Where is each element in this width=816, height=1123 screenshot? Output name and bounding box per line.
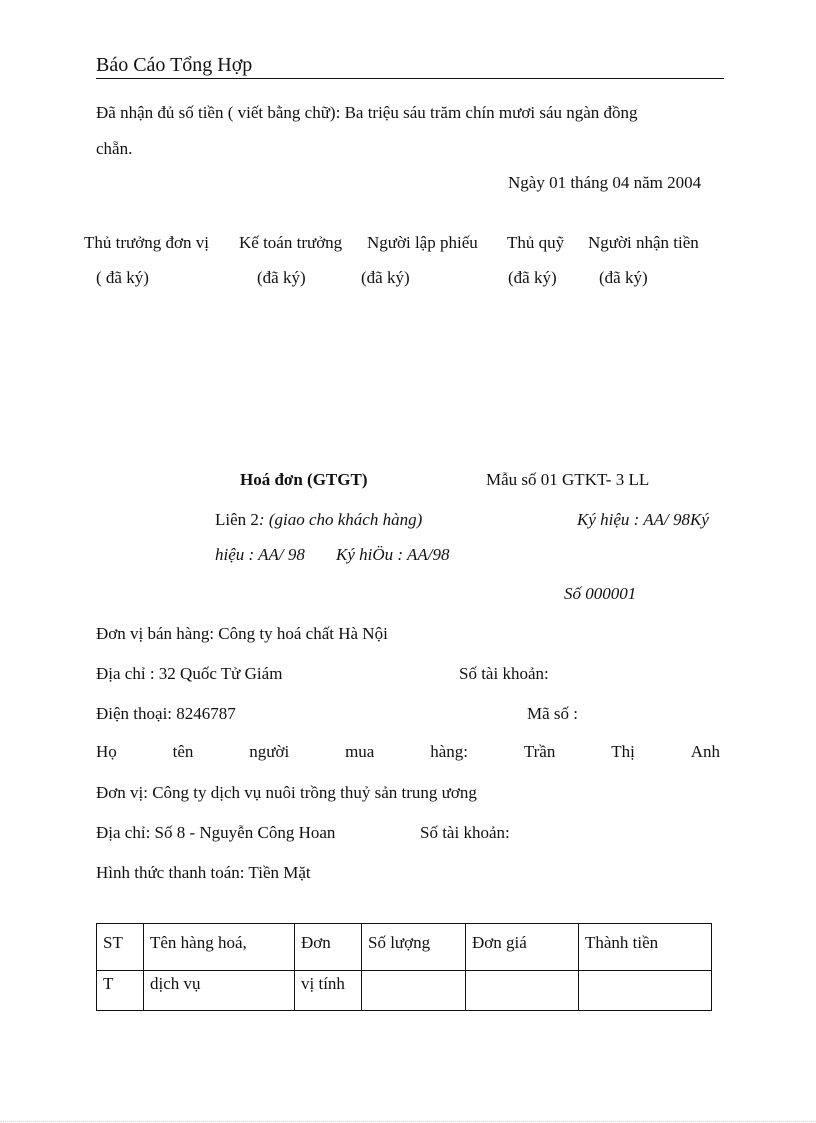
signature-status-receiver: (đã ký) <box>599 268 648 287</box>
buyer-name-line <box>96 742 720 762</box>
seller-phone: Điện thoại: 8246787 <box>96 704 236 723</box>
signature-status-preparer: (đã ký) <box>361 268 410 287</box>
invoice-symbol-a: Ký hiệu : AA/ 98Ký <box>577 510 709 529</box>
signature-status-unit-head: ( đã ký) <box>96 268 149 287</box>
amount-in-words-line1: Đã nhận đủ số tiền ( viết bằng chữ): Ba triệu sáu trăm chín mươi sáu ngàn đồng <box>96 103 638 122</box>
receipt-date: Ngày 01 tháng 04 năm 2004 <box>508 173 702 192</box>
goods-table <box>96 923 712 1011</box>
signature-status-cashier: (đã ký) <box>508 268 557 287</box>
table-cell: Tên hàng hoá, <box>144 924 295 971</box>
table-cell: Số lượng <box>362 924 466 971</box>
invoice-number: Số 000001 <box>564 584 637 603</box>
table-cell: ST <box>97 924 144 971</box>
buyer-name-word: mua <box>345 742 375 761</box>
table-header-row <box>97 971 712 1011</box>
signature-role-cashier: Thủ quỹ <box>507 233 565 252</box>
seller-tax-code: Mã số : <box>527 704 578 723</box>
buyer-name-word: Họ <box>96 742 117 761</box>
invoice-copy-label: Liên 2 <box>215 510 259 529</box>
signature-status-chief-accountant: (đã ký) <box>257 268 306 287</box>
seller-account: Số tài khoản: <box>459 664 549 683</box>
buyer-account: Số tài khoản: <box>420 823 510 842</box>
buyer-name-word: hàng: <box>430 742 468 761</box>
invoice-symbol-c: Ký hiÖu : AA/98 <box>336 545 450 564</box>
signature-role-chief-accountant: Kế toán trưởng <box>239 233 343 252</box>
header-divider <box>96 78 724 79</box>
invoice-form-number: Mẫu số 01 GTKT- 3 LL <box>486 470 650 489</box>
table-cell: Thành tiền <box>579 924 712 971</box>
invoice-title: Hoá đơn (GTGT) <box>240 470 368 489</box>
table-cell: vị tính <box>295 971 362 1011</box>
signature-role-preparer: Người lập phiếu <box>367 233 478 252</box>
buyer-name-word: Trần <box>523 742 556 761</box>
table-cell: Đơn <box>295 924 362 971</box>
seller-address: Địa chỉ : 32 Quốc Tử Giám <box>96 664 283 683</box>
signature-role-unit-head: Thủ trưởng đơn vị <box>84 233 209 252</box>
table-cell: Đơn giá <box>466 924 579 971</box>
buyer-address: Địa chỉ: Số 8 - Nguyễn Công Hoan <box>96 823 336 842</box>
table-cell <box>466 971 579 1011</box>
buyer-name-word: người <box>249 742 290 761</box>
buyer-name-word: Anh <box>690 742 720 761</box>
invoice-symbol-b: hiệu : AA/ 98 <box>215 545 305 564</box>
invoice-copy-note: : (giao cho khách hàng) <box>258 510 423 529</box>
table-cell <box>362 971 466 1011</box>
invoice-copy-line <box>215 510 422 530</box>
payment-method: Hình thức thanh toán: Tiền Mặt <box>96 863 311 882</box>
seller-unit: Đơn vị bán hàng: Công ty hoá chất Hà Nội <box>96 624 388 643</box>
table-cell: T <box>97 971 144 1011</box>
table-cell <box>579 971 712 1011</box>
buyer-name-word: Thị <box>611 742 635 761</box>
table-cell: dịch vụ <box>144 971 295 1011</box>
amount-in-words-line2: chẵn. <box>96 139 133 158</box>
page-header-title: Báo Cáo Tổng Hợp <box>96 54 253 76</box>
signature-role-receiver: Người nhận tiền <box>588 233 699 252</box>
buyer-name-word: tên <box>172 742 194 761</box>
page-bottom-divider <box>0 1121 816 1122</box>
buyer-unit: Đơn vị: Công ty dịch vụ nuôi trồng thuỷ sản trung ương <box>96 783 477 802</box>
table-header-row <box>97 924 712 971</box>
